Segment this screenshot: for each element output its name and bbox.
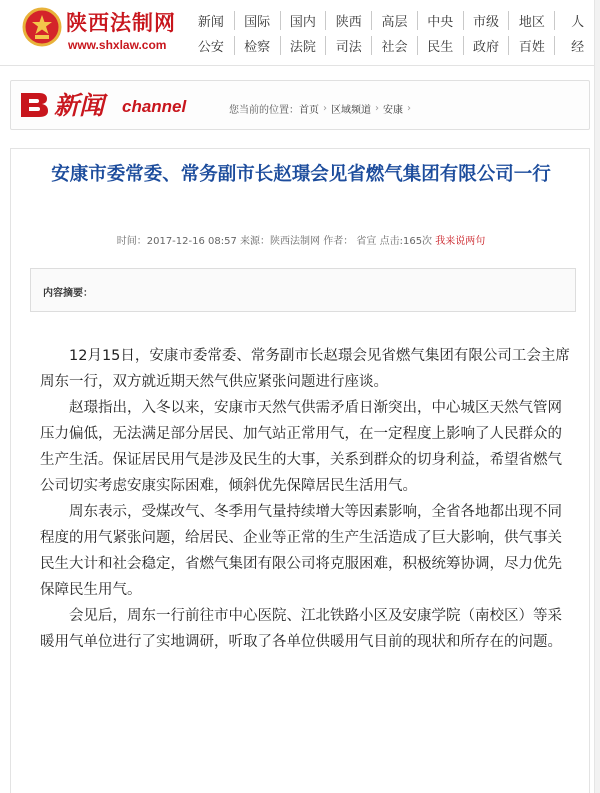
- article-paragraph: 会见后，周东一行前往市中心医院、江北铁路小区及安康学院（南校区）等采暖用气单位进行了实地调研，听取了各单位供暖用气目前的现状和所存在的问题。: [40, 608, 562, 650]
- nav-item[interactable]: 经: [554, 36, 600, 55]
- nav-item[interactable]: 国内: [280, 11, 326, 30]
- article-body: [40, 343, 570, 655]
- nav-item[interactable]: 地区: [508, 11, 554, 30]
- comment-link[interactable]: 我来说两句: [435, 236, 486, 247]
- breadcrumb: [229, 101, 415, 116]
- article-paragraph: 周东表示，受煤改气、冬季用气量持续增大等因素影响，全省各地都出现不同程度的用气紧张问题，给居民、企业等正常的生产生活造成了巨大影响，供气事关民生大计和社会稳定，省燃气集团有限公司将克服困难，积极统筹协调，尽力优先保障民生用气。: [40, 504, 562, 598]
- nav-item[interactable]: 百姓: [508, 36, 554, 55]
- breadcrumb-home[interactable]: 首页: [299, 105, 319, 116]
- scrollbar[interactable]: [594, 0, 600, 793]
- nav-row-1: [188, 8, 600, 33]
- nav-item[interactable]: 检察: [234, 36, 280, 55]
- nav-item[interactable]: 中央: [417, 11, 463, 30]
- national-emblem-icon[interactable]: [22, 7, 62, 47]
- breadcrumb-region[interactable]: 区域频道: [331, 105, 371, 116]
- breadcrumb-prefix: 您当前的位置：: [229, 105, 299, 116]
- channel-title: 新闻: [54, 91, 105, 120]
- site-url[interactable]: www.shxlaw.com: [68, 38, 167, 52]
- nav-item[interactable]: 社会: [371, 36, 417, 55]
- nav-item[interactable]: 市级: [463, 11, 509, 30]
- meta-time: 时间：2017-12-16 08:57: [116, 236, 237, 247]
- channel-logo-icon: [17, 87, 51, 121]
- summary-box: [30, 268, 576, 312]
- channel-subtitle: channel: [122, 97, 187, 116]
- nav-item[interactable]: 政府: [463, 36, 509, 55]
- site-name[interactable]: 陕西法制网: [66, 11, 176, 35]
- chevron-right-icon: ›: [407, 103, 411, 114]
- nav-item[interactable]: 新闻: [197, 15, 224, 30]
- nav-item[interactable]: 国际: [234, 11, 280, 30]
- nav-item[interactable]: 人: [554, 11, 600, 30]
- article-paragraph: 赵璟指出，入冬以来，安康市天然气供需矛盾日渐突出，中心城区天然气管网压力偏低，无法满足部分居民、加气站正常用气，在一定程度上影响了人民群众的生产生活。保证居民用气是涉及民生的大事，关系到群众的切身利益，希望省燃气公司切实考虑安康实际困难，倾斜优先保障居民生活用气。: [40, 400, 562, 494]
- nav-item[interactable]: 高层: [371, 11, 417, 30]
- breadcrumb-ankang[interactable]: 安康: [383, 105, 403, 116]
- chevron-right-icon: ›: [323, 103, 327, 114]
- nav-item[interactable]: 公安: [197, 40, 224, 55]
- nav-item[interactable]: 法院: [280, 36, 326, 55]
- nav-row-2: [188, 33, 600, 58]
- meta-source: 来源：陕西法制网: [240, 236, 321, 247]
- article-paragraph: 12月15日，安康市委常委、常务副市长赵璟会见省燃气集团有限公司工会主席周东一行，双方就近期天然气供应紧张问题进行座谈。: [40, 348, 570, 390]
- chevron-right-icon: ›: [375, 103, 379, 114]
- channel-bar: [10, 80, 590, 130]
- nav-item[interactable]: 陕西: [325, 11, 371, 30]
- summary-label: 内容摘要：: [43, 288, 93, 299]
- nav-item[interactable]: 司法: [325, 36, 371, 55]
- article-meta: [11, 232, 591, 247]
- meta-author: 作者：: [323, 236, 354, 247]
- site-header: [0, 0, 600, 66]
- nav-item[interactable]: 民生: [417, 36, 463, 55]
- top-nav: [188, 8, 600, 58]
- article-container: [10, 148, 590, 793]
- meta-clicks: 省宣 点击:165次: [356, 236, 433, 247]
- article-title: 安康市委常委、常务副市长赵璟会见省燃气集团有限公司一行: [51, 164, 551, 185]
